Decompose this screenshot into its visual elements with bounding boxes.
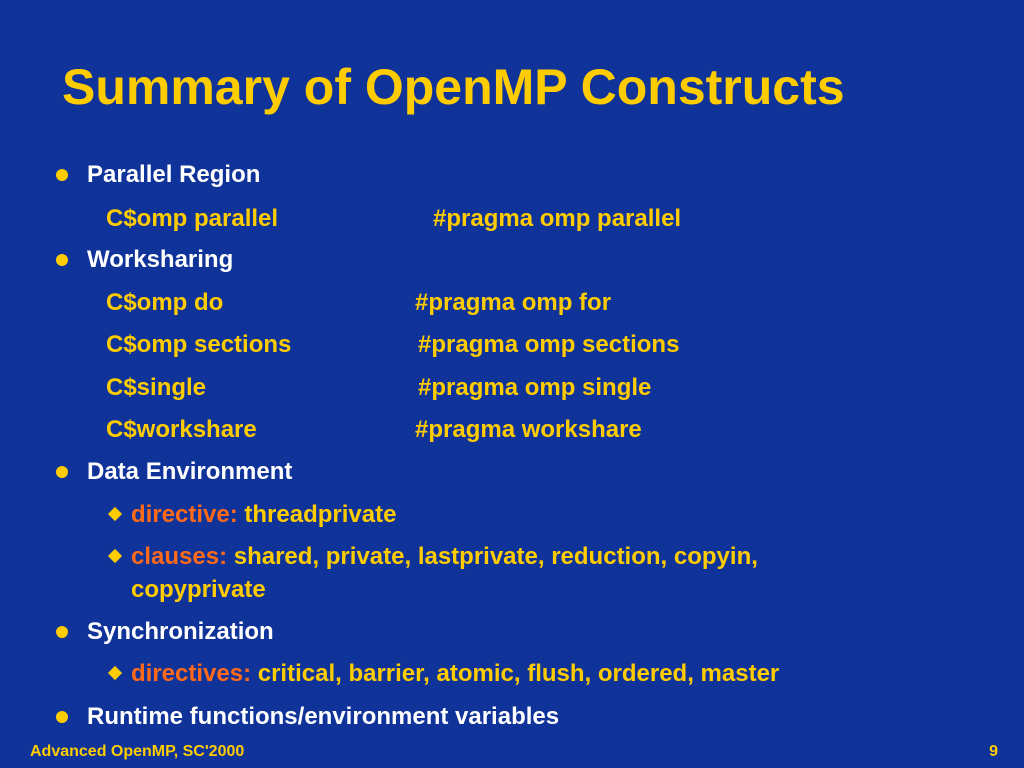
fortran-directive: C$omp sections <box>106 331 292 358</box>
section-heading-data-environment: Data Environment <box>87 458 293 485</box>
diamond-bullet-icon <box>108 666 122 680</box>
bullet-dot <box>56 169 68 181</box>
item-label: clauses: <box>131 543 228 570</box>
sync-directives-item <box>131 660 779 688</box>
fortran-directive: C$omp parallel <box>106 205 279 232</box>
fortran-directive: C$omp do <box>106 289 224 316</box>
bullet-dot <box>56 254 68 266</box>
section-heading-parallel-region: Parallel Region <box>87 161 261 188</box>
item-value: threadprivate <box>244 501 397 528</box>
c-pragma: #pragma omp parallel <box>433 205 682 232</box>
fortran-directive: C$single <box>106 374 207 401</box>
section-heading-runtime: Runtime functions/environment variables <box>87 703 560 730</box>
section-heading-synchronization: Synchronization <box>87 618 274 645</box>
c-pragma: #pragma omp sections <box>418 331 680 358</box>
data-env-clauses-item <box>131 543 758 571</box>
page-number: 9 <box>989 743 998 760</box>
item-label: directive: <box>131 501 238 528</box>
data-env-directive-item <box>131 501 396 529</box>
c-pragma: #pragma workshare <box>415 416 642 443</box>
slide-title: Summary of OpenMP Constructs <box>62 59 845 115</box>
bullet-dot <box>56 626 68 638</box>
item-value: shared, private, lastprivate, reduction, copyin, <box>233 543 758 570</box>
bullet-dot <box>56 711 68 723</box>
c-pragma: #pragma omp for <box>415 289 612 316</box>
diamond-bullet-icon <box>108 549 122 563</box>
footer-text: Advanced OpenMP, SC'2000 <box>30 743 245 760</box>
item-label: directives: <box>131 660 252 687</box>
item-value-continuation: copyprivate <box>131 576 266 603</box>
diamond-bullet-icon <box>108 507 122 521</box>
c-pragma: #pragma omp single <box>418 374 652 401</box>
section-heading-worksharing: Worksharing <box>87 246 234 273</box>
bullet-dot <box>56 466 68 478</box>
item-value: critical, barrier, atomic, flush, ordered, master <box>257 660 780 687</box>
fortran-directive: C$workshare <box>106 416 257 443</box>
